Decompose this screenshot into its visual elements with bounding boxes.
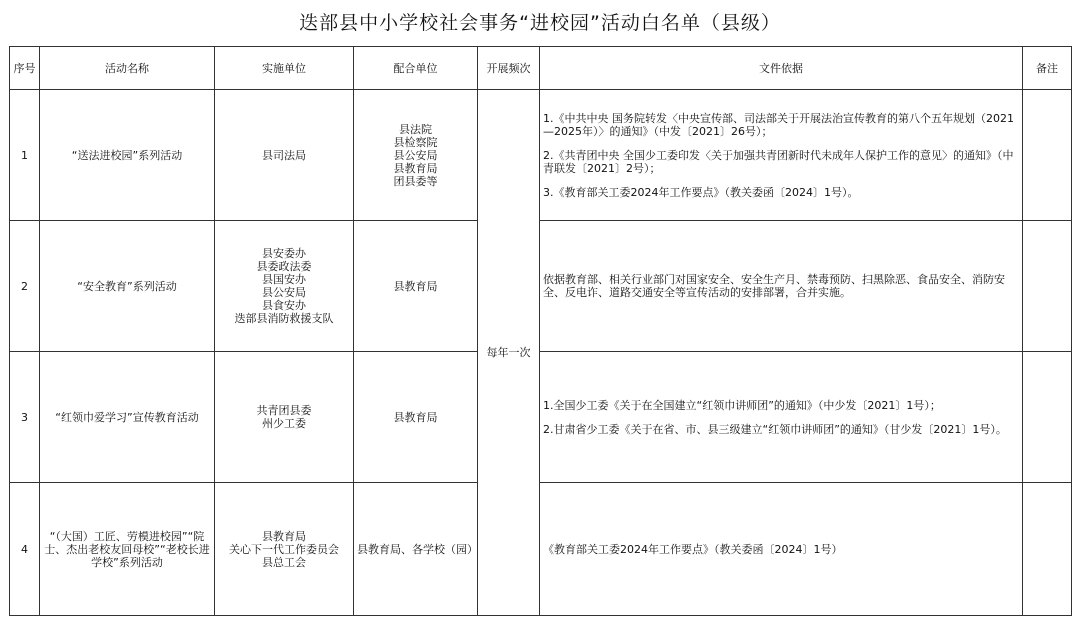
row-cooperating-unit [354, 221, 478, 352]
row-activity-name: “安全教育”系列活动 [40, 221, 215, 352]
row-document-basis [540, 90, 1023, 221]
header-frequency: 开展频次 [478, 47, 540, 90]
coop-unit-line: 县公安局 [393, 148, 438, 162]
impl-unit-line: 县食安办 [262, 299, 306, 312]
impl-unit-line: 县国安办 [262, 273, 306, 286]
impl-unit-line: 县司法局 [262, 148, 306, 162]
row-remarks [1023, 352, 1072, 483]
row-document-basis [540, 483, 1023, 616]
impl-unit-line: 县安委办 [262, 247, 306, 260]
basis-item: 1.全国少工委《关于在全国建立“红领巾讲师团”的通知》（中少发〔2021〕1号）； [543, 398, 941, 412]
impl-unit-line: 县教育局 [262, 529, 306, 543]
coop-unit-line: 县教育局 [393, 279, 438, 293]
row-cooperating-unit [354, 483, 478, 616]
row-activity-name: “（大国）工匠、劳模进校园”“院士、杰出老校友回母校”“老校长进学校”系列活动 [40, 483, 215, 616]
impl-unit-line: 关心下一代工作委员会 [229, 542, 339, 556]
table-row [10, 483, 1072, 616]
table-header-row [10, 47, 1072, 90]
row-cooperating-unit [354, 352, 478, 483]
row-implementing-unit [215, 221, 354, 352]
header-activity-name: 活动名称 [40, 47, 215, 90]
row-seq: 2 [10, 221, 40, 352]
coop-unit-line: 县教育局、各学校（园） [357, 542, 478, 556]
row-remarks [1023, 483, 1072, 616]
impl-unit-line: 县公安局 [262, 286, 306, 299]
impl-unit-line: 共青团县委 [256, 404, 312, 417]
coop-unit-line: 县检察院 [393, 135, 438, 149]
row-activity-name: “送法进校园”系列活动 [40, 90, 215, 221]
table-row [10, 352, 1072, 483]
row-remarks [1023, 221, 1072, 352]
basis-item: 《教育部关工委2024年工作要点》（教关委函〔2024〕1号） [543, 542, 843, 556]
impl-unit-line: 县委政法委 [256, 260, 312, 273]
row-document-basis [540, 352, 1023, 483]
row-implementing-unit [215, 90, 354, 221]
impl-unit-line: 迭部县消防救援支队 [234, 312, 334, 325]
row-remarks [1023, 90, 1072, 221]
header-document-basis: 文件依据 [540, 47, 1023, 90]
coop-unit-line: 团县委等 [393, 174, 438, 188]
table-row [10, 221, 1072, 352]
whitelist-table [9, 46, 1072, 616]
row-activity-name: “红领巾爱学习”宣传教育活动 [40, 352, 215, 483]
row-implementing-unit [215, 483, 354, 616]
row-implementing-unit [215, 352, 354, 483]
row-document-basis [540, 221, 1023, 352]
impl-unit-line: 县总工会 [262, 555, 306, 569]
coop-unit-line: 县教育局 [393, 161, 438, 175]
basis-item: 2.《共青团中央 全国少工委印发〈关于加强共青团新时代未成年人保护工作的意见〉的通知》（中青联发〔2021〕2号）； [543, 148, 1014, 175]
header-cooperating-unit: 配合单位 [354, 47, 478, 90]
basis-item: 2.甘肃省少工委《关于在省、市、县三级建立“红领巾讲师团”的通知》（甘少发〔2021〕1号）。 [543, 422, 1007, 436]
row-seq: 1 [10, 90, 40, 221]
basis-item: 1.《中共中央 国务院转发〈中央宣传部、司法部关于开展法治宣传教育的第八个五年规划（2021—2025年）〉的通知》（中发〔2021〕26号）； [543, 111, 1014, 138]
row-cooperating-unit [354, 90, 478, 221]
header-seq: 序号 [10, 47, 40, 90]
coop-unit-line: 县法院 [399, 122, 432, 136]
table-row [10, 90, 1072, 221]
coop-unit-line: 县教育局 [393, 410, 438, 424]
row-seq: 3 [10, 352, 40, 483]
page-title: 迭部县中小学校社会事务“进校园”活动白名单（县级） [299, 12, 781, 34]
basis-item: 3.《教育部关工委2024年工作要点》（教关委函〔2024〕1号）。 [543, 185, 859, 199]
header-remarks: 备注 [1023, 47, 1072, 90]
impl-unit-line: 州少工委 [262, 417, 306, 430]
frequency-cell: 每年一次 [478, 90, 540, 616]
basis-item: 依据教育部、相关行业部门对国家安全、安全生产月、禁毒预防、扫黑除恶、食品安全、消防安全、反电诈、道路交通安全等宣传活动的安排部署，合并实施。 [543, 273, 1005, 299]
header-implementing-unit: 实施单位 [215, 47, 354, 90]
row-seq: 4 [10, 483, 40, 616]
